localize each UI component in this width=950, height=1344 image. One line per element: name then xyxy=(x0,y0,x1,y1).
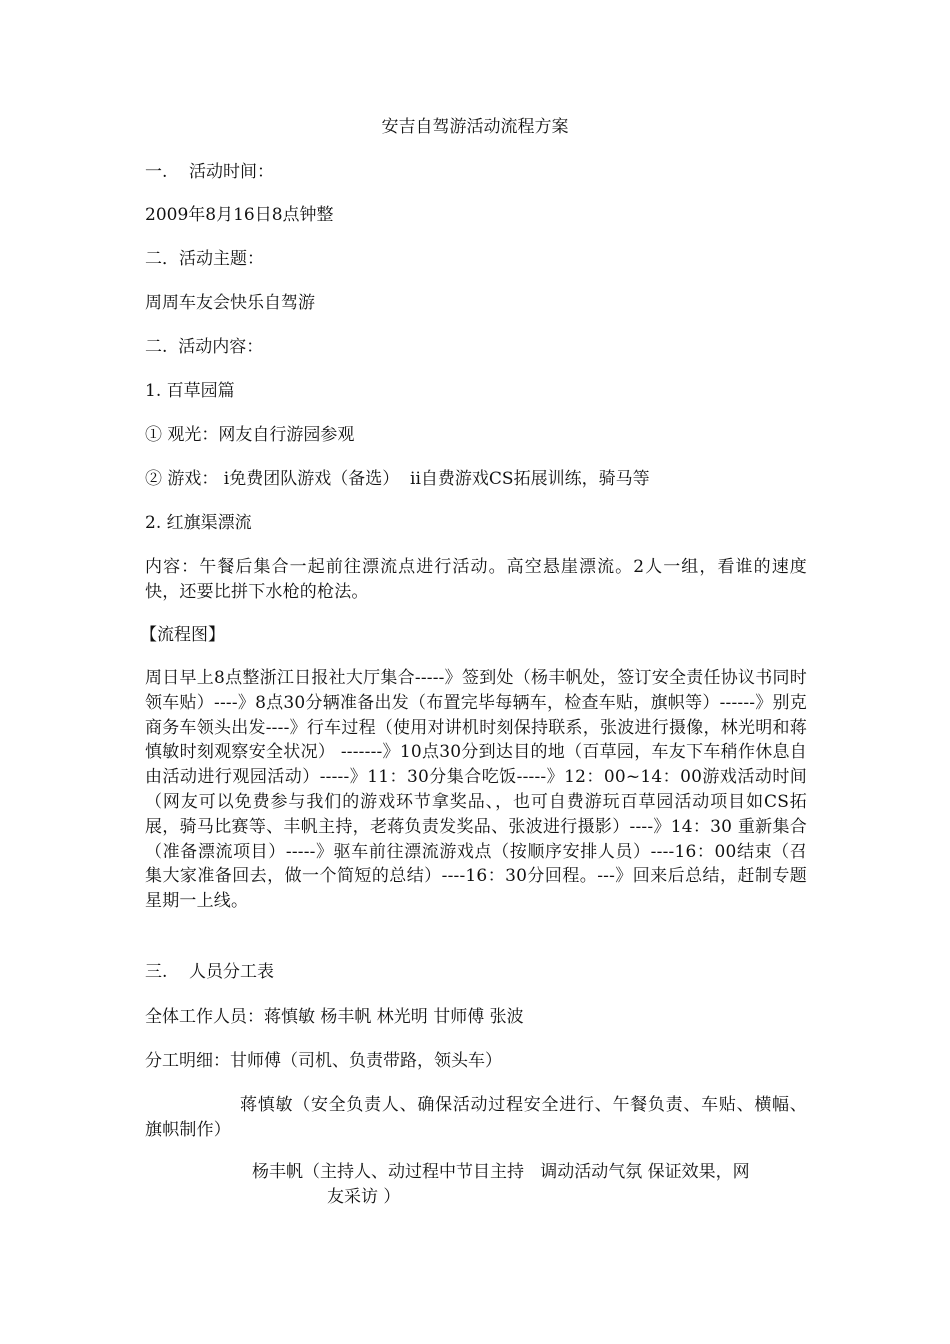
rafting-content-paragraph: 内容：午餐后集合一起前往漂流点进行活动。高空悬崖漂流。2人一组，看谁的速度快，还要比拼下水枪的枪法。 xyxy=(145,557,807,602)
staff-all: 全体工作人员：蒋慎敏 杨丰帆 林光明 甘师傅 张波 xyxy=(145,1007,524,1027)
staff-detail-yang-line2: 友采访 ） xyxy=(327,1187,401,1207)
section-heading-theme: 二．活动主题： xyxy=(145,249,264,269)
section-heading-content: 二. 活动内容： xyxy=(145,337,264,357)
section-heading-time: 一. 活动时间： xyxy=(145,162,275,182)
flow-chart-paragraph: 周日早上8点整浙江日报社大厅集合-----》签到处（杨丰帆处，签订安全责任协议书同时领车贴）----》8点30分辆准备出发（布置完毕每辆车，检查车贴，旗帜等）------》别克商务车领头出发----》行车过程（使用对讲机时刻保持联系，张波进行摄像，林光明和蒋慎敏时刻观察安全状况） -------》10点30分到达目的地（百草园，车友下车稍作休息自由活动进行观园活动）-----》11：30分集合吃饭-----》12：00~14：00游戏活动时间（网友可以免费参与我们的游戏环节拿奖品、，也可自费游玩百草园活动项目如CS拓展，骑马比赛等、丰帆主持，老蒋负责发奖品、张波进行摄影）----》14：30 重新集合（准备漂流项目）-----》驱车前往漂流游戏点（按顺序安排人员）----16：00结束（召集大家准备回去，做一个简短的总结）----16：30分回程。---》回来后总结，赶制专题星期一上线。 xyxy=(145,668,807,912)
section-heading-staff: 三. 人员分工表 xyxy=(145,962,275,982)
content-item-1a: ① 观光：网友自行游园参观 xyxy=(145,425,355,445)
activity-time: 2009年8月16日8点钟整 xyxy=(145,205,334,225)
activity-theme: 周周车友会快乐自驾游 xyxy=(145,293,315,313)
staff-detail-jiang: 蒋慎敏（安全负责人、确保活动过程安全进行、午餐负责、车贴、横幅、旗帜制作） xyxy=(145,1095,807,1140)
content-item-1b: ② 游戏： i免费团队游戏（备选） ii自费游戏CS拓展训练，骑马等 xyxy=(145,469,650,489)
content-item-2: 2. 红旗渠漂流 xyxy=(145,513,252,533)
flow-chart-heading: 【流程图】 xyxy=(140,625,225,645)
staff-detail-gan: 分工明细：甘师傅（司机、负责带路，领头车） xyxy=(145,1051,502,1071)
content-item-1: 1. 百草园篇 xyxy=(145,381,235,401)
staff-detail-yang-line1: 杨丰帆（主持人、动过程中节目主持 调动活动气氛 保证效果，网 xyxy=(252,1162,750,1182)
document-title: 安吉自驾游活动流程方案 xyxy=(381,117,569,137)
